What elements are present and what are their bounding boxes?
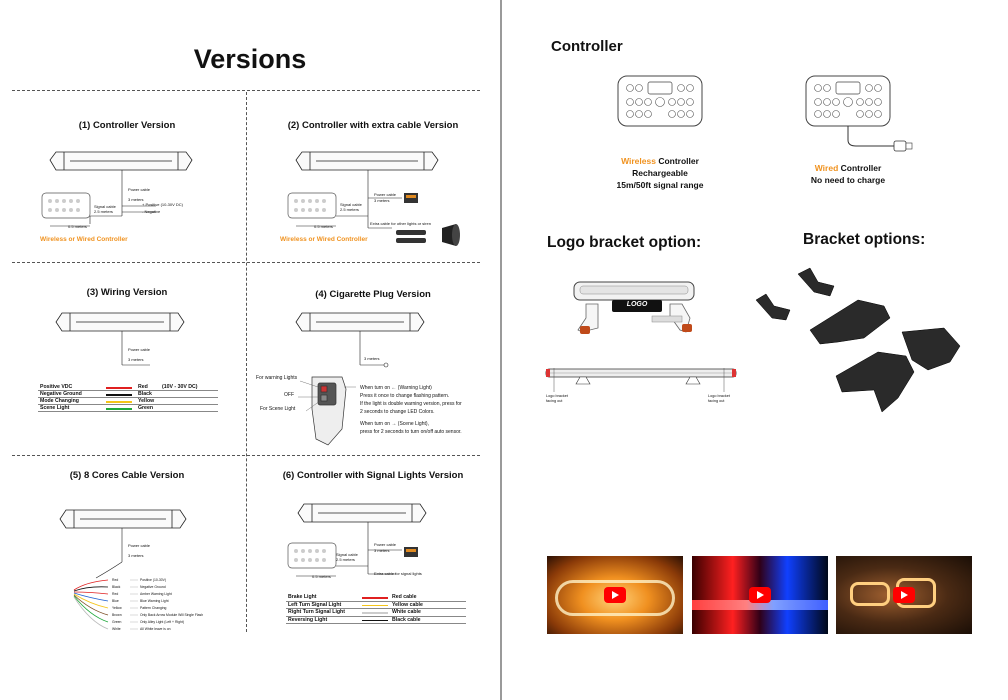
panel-8-cores-cable-version: (5) 8 Cores Cable Version Power cable 3 meters Red Positive (10-30V) Black Negative Ground Red Amber Warning Light Blue Blue Warning Light Yellow Pattern Changing Brown Only Back Arrow Module Will Single Flash Green Only Alley Light (Left + Right) White All White leave is on	[10, 470, 244, 650]
panel-signal-lights-version: (6) Controller with Signal Lights Version Power cable 3 meters Signal cable 2.5 meters Extra cable for signal lights 0.5 meters Brake Light Red cable Left Turn Signal Light Yellow cable Right Turn Signal Light White cable Reversing Light Black cable	[256, 470, 490, 650]
wire-swatch	[362, 612, 388, 614]
panel-title: (2) Controller with extra cable Version	[287, 120, 459, 131]
wired-controller-caption: Wired Controller No need to charge	[810, 163, 886, 185]
panel-wiring-version: (3) Wiring Version Power cable 3 meters Positive VDC Red (10V - 30V DC) Negative Ground Black Mode Changing Yellow Scene Light Green	[10, 287, 244, 467]
logo-bracket-image	[574, 282, 694, 334]
controller-type-label: Wireless or Wired Controller	[40, 236, 128, 243]
table-row: Negative Ground Black	[38, 391, 218, 398]
lightbar-diagram	[10, 470, 244, 650]
bracket-options-image	[756, 268, 960, 412]
lightbar-diagram	[256, 120, 490, 300]
table-row: Brake Light Red cable	[286, 594, 466, 602]
wire-swatch	[106, 394, 132, 396]
wire-swatch	[106, 408, 132, 410]
lightbar-diagram	[10, 120, 244, 300]
video-thumbnail[interactable]	[836, 556, 972, 634]
panel-title: (4) Cigarette Plug Version	[315, 289, 431, 300]
bracket-caption: Logo bracket facing out	[708, 394, 730, 403]
play-icon[interactable]	[604, 587, 626, 603]
signal-table	[286, 594, 466, 624]
wire-swatch	[362, 597, 388, 599]
wireless-controller-caption: Wireless Controller Rechargeable 15m/50ft signal range	[616, 156, 704, 190]
panel-title: (6) Controller with Signal Lights Version	[282, 470, 464, 481]
controller-type-label: Wireless or Wired Controller	[280, 236, 368, 243]
panel-controller-version: (1) Controller Version Power cable 3 meters + Positive (10-30V DC) - Negative Signal cable 2.5 meters 0.5 meters Wireless or Wired Controller	[10, 120, 244, 300]
lightbar-side-image	[546, 368, 736, 392]
table-row: Scene Light Green	[38, 405, 218, 412]
wire-swatch	[106, 387, 132, 389]
left-page	[0, 0, 500, 700]
right-page	[502, 0, 1008, 700]
wireless-controller-image	[618, 76, 702, 126]
table-row: Right Turn Signal Light White cable	[286, 609, 466, 617]
bracket-caption: Logo bracket facing out	[546, 394, 568, 403]
wire-swatch	[362, 620, 388, 622]
panel-cigarette-plug-version: (4) Cigarette Plug Version 3 meters For warning Lights OFF For Scene Light When turn on ← (Warning Light) Press it once to change flashing pattern. If the light is double warning version, press for 2 seconds to change LED Colors. When turn on → (Scene Light), press for 2 seconds to turn on/off auto sensor.	[256, 289, 490, 469]
table-row: Positive VDC Red (10V - 30V DC)	[38, 384, 218, 391]
page-title: Versions	[193, 44, 307, 74]
panel-title: (1) Controller Version	[78, 120, 176, 131]
play-icon[interactable]	[749, 587, 771, 603]
lightbar-diagram	[10, 287, 244, 467]
table-row: Left Turn Signal Light Yellow cable	[286, 602, 466, 610]
wire-swatch	[106, 401, 132, 403]
panel-title: (5) 8 Cores Cable Version	[69, 470, 185, 481]
bracket-options-title: Bracket options:	[803, 231, 926, 248]
video-thumbnail[interactable]	[547, 556, 683, 634]
video-thumbnail[interactable]	[692, 556, 828, 634]
divider-line	[12, 90, 480, 91]
divider-line	[246, 92, 247, 632]
wired-controller-image	[806, 76, 912, 151]
wire-swatch	[362, 605, 388, 607]
panel-extra-cable-version: (2) Controller with extra cable Version Power cable 3 meters Signal cable 2.5 meters Extra cable for other lights or siren 0.5 meters Wireless or Wired Controller	[256, 120, 490, 300]
play-icon[interactable]	[893, 587, 915, 603]
table-row: Reversing Light Black cable	[286, 617, 466, 625]
logo-text: LOGO	[626, 301, 648, 308]
panel-title: (3) Wiring Version	[86, 287, 168, 298]
table-row: Mode Changing Yellow	[38, 398, 218, 405]
controller-title: Controller	[551, 38, 623, 55]
wiring-table	[38, 384, 218, 412]
logo-bracket-title: Logo bracket option:	[547, 234, 702, 251]
